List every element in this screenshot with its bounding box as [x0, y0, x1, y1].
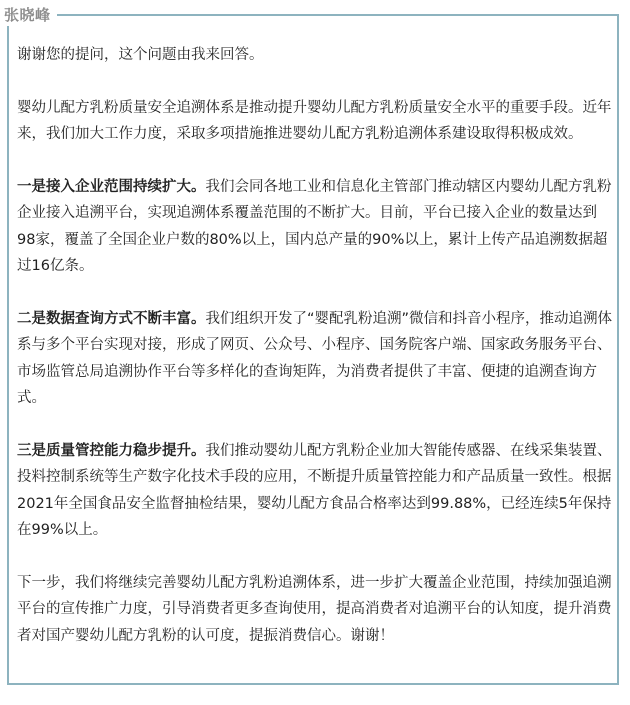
- paragraph-lead: 二是数据查询方式不断丰富。: [17, 311, 206, 328]
- paragraph-point-three: [17, 438, 613, 544]
- paragraph-text: 我们推动婴幼儿配方乳粉企业加大智能传感器、在线采集装置、投料控制系统等生产数字化技术手段的应用，不断提升质量管控能力和产品质量一致性。根据2021年全国食品安全监督抽检结果，婴幼儿配方食品合格率达到99.88%，已经连续5年保持在99%以上。: [17, 443, 612, 539]
- paragraph-text: 我们组织开发了“婴配乳粉追溯”微信和抖音小程序，推动追溯体系与多个平台实现对接，形成了网页、公众号、小程序、国务院客户端、国家政务服务平台、市场监管总局追溯协作平台等多样化的查询矩阵，为消费者提供了丰富、便捷的追溯查询方式。: [17, 311, 613, 407]
- paragraph-overview: [17, 95, 613, 148]
- paragraph-text: 我们会同各地工业和信息化主管部门推动辖区内婴幼儿配方乳粉企业接入追溯平台，实现追溯体系覆盖范围的不断扩大。目前，平台已接入企业的数量达到98家，覆盖了全国企业户数的80%以上，国内总产量的90%以上，累计上传产品追溯数据超过16亿条。: [17, 179, 612, 275]
- speaker-name: 张晓峰: [0, 4, 57, 26]
- paragraph-text: 婴幼儿配方乳粉质量安全追溯体系是推动提升婴幼儿配方乳粉质量安全水平的重要手段。近年来，我们加大工作力度，采取多项措施推进婴幼儿配方乳粉追溯体系建设取得积极成效。: [17, 99, 612, 143]
- paragraph-lead: 一是接入企业范围持续扩大。: [17, 179, 206, 195]
- answer-content: [17, 42, 613, 649]
- paragraph-text: 下一步，我们将继续完善婴幼儿配方乳粉追溯体系，进一步扩大覆盖企业范围，持续加强追溯平台的宣传推广力度，引导消费者更多查询使用，提高消费者对追溯平台的认知度，提升消费者对国产婴幼儿配方乳粉的认可度，提振消费信心。谢谢！: [17, 575, 612, 644]
- paragraph-text: 谢谢您的提问，这个问题由我来回答。: [17, 47, 264, 63]
- paragraph-intro: [17, 42, 613, 68]
- paragraph-lead: 三是质量管控能力稳步提升。: [17, 443, 206, 460]
- paragraph-point-one: [17, 174, 613, 280]
- paragraph-next-step: [17, 570, 613, 649]
- paragraph-point-two: [17, 306, 613, 412]
